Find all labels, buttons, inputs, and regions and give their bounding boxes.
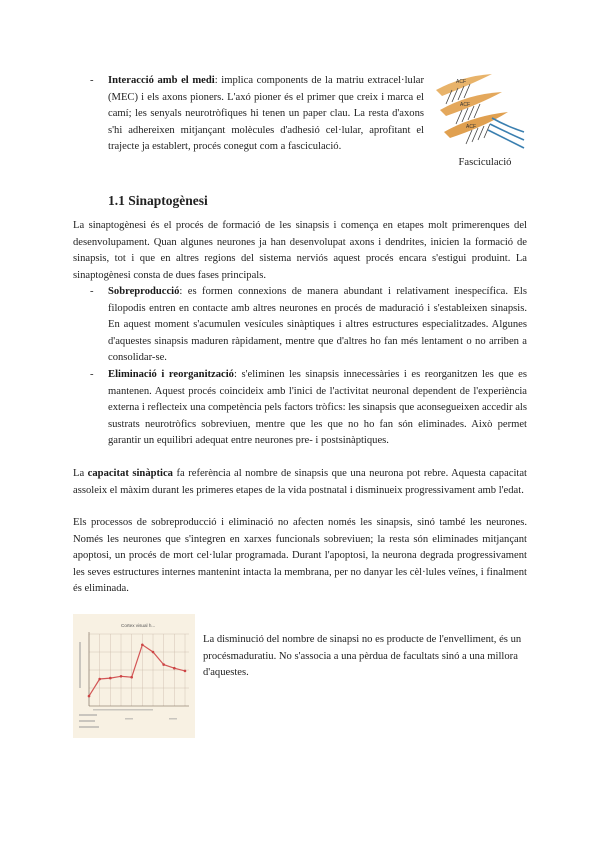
fig-label-acf-3: ACF bbox=[466, 124, 476, 130]
chart-point bbox=[162, 663, 165, 666]
chart-point bbox=[152, 651, 155, 654]
synapse-chart bbox=[73, 614, 195, 738]
fasciculation-figure bbox=[432, 70, 528, 154]
capacity-text: fa referència al nombre de sinapsis que una neurona pot rebre. Aquesta capacitat assoleix el màxim durant les primeres etapes de la vida postnatal i disminueix progressivament amb l'edat. bbox=[73, 468, 528, 496]
fasciculation-illustration bbox=[432, 70, 528, 154]
capacity-pre: La bbox=[73, 468, 88, 479]
section-title: 1.1 Sinaptogènesi bbox=[108, 193, 208, 208]
bullet-interaccio-medi bbox=[108, 73, 424, 156]
chart-title: Cortex visual h... bbox=[121, 623, 156, 628]
term-interaccio: Interacció amb el medi bbox=[108, 75, 215, 86]
capacity-paragraph bbox=[73, 466, 527, 499]
chart-axis-annotations bbox=[79, 642, 177, 728]
term-eliminacio: Eliminació i reorganització bbox=[108, 369, 234, 380]
chart-point bbox=[141, 644, 144, 647]
chart-point bbox=[98, 678, 101, 681]
chart-points bbox=[88, 644, 187, 698]
chart-series-line bbox=[89, 645, 185, 696]
bullet-dash: - bbox=[90, 75, 94, 86]
phase-sobreproduccio bbox=[108, 284, 527, 367]
chart-point bbox=[120, 675, 123, 678]
fasciculation-caption: Fasciculació bbox=[458, 157, 512, 168]
fig-label-acf-1: ACF bbox=[456, 79, 466, 85]
phase-eliminacio bbox=[108, 367, 527, 450]
chart-point bbox=[184, 670, 187, 673]
bullet-interaccio-text: : implica components de la matriu extracel·lular (MEC) i els axons pioners. L'axó pioner és el primer que creix i marca el camí; les senyals neurotròfiques hi tenen un paper clau. La resta d'axons s'hi adhereixen mitjançant molècules d'adhesió cel·lular, aprofitant el trajecte ja establert, procés conegut com a fasciculació. bbox=[108, 75, 424, 153]
bullet-dash: - bbox=[90, 369, 94, 380]
synapse-chart-figure bbox=[73, 614, 195, 738]
chart-point bbox=[130, 676, 133, 679]
chart-point bbox=[173, 667, 176, 670]
phase-sobreproduccio-text: : es formen connexions de manera abundant i relativament inespecífica. Els filopodis entren en contacte amb altres neurones en procés de maduració i s'estableixen sinapsis. En aquest moment s'acumulen vesícules sinàptiques i altres estructures especialitzades. Algunes d'aquestes sinapsis maduren ràpidament, mentre que d'altres ho fan més lentament o no arriben a consolidar-se. bbox=[108, 286, 527, 364]
chart-point bbox=[109, 677, 112, 680]
fig-label-acf-2: ACF bbox=[460, 102, 470, 108]
bullet-dash: - bbox=[90, 286, 94, 297]
apoptosis-paragraph: Els processos de sobreproducció i eliminació no afecten només les sinapsis, sinó també les neurones. Només les neurones que s'integren en xarxes funcionals sobreviuen; la resta són eliminades mitjançant apoptosi, un procés de mort cel·lular programada. Durant l'apoptosi, la neurona degrada progressivament les seves estructures internes mantenint intacta la membrana, per no danyar les cèl·lules veïnes, i finalment és eliminada. bbox=[73, 517, 527, 595]
section-intro: La sinaptogènesi és el procés de formació de les sinapsis i comença en etapes molt primerenques del desenvolupament. Quan algunes neurones ja han desenvolupat axons i dendrites, inicien la formació de sinapsis, tot i que en altres regions del sistema nerviós aquest procés encara s'estigui produint. La sinaptogènesi consta de dues fases principals. bbox=[73, 220, 527, 281]
term-sobreproduccio: Sobreproducció bbox=[108, 286, 180, 297]
aging-paragraph: La disminució del nombre de sinapsi no es producte de l'envelliment, és un procésmaduratiu. No s'associa a una pèrdua de facultats sinó a una millora d'aquestes. bbox=[203, 634, 522, 679]
chart-point bbox=[88, 695, 91, 698]
phase-eliminacio-text: : s'eliminen les sinapsis innecessàries i es reorganitzen les que es mantenen. Aquest procés coincideix amb l'inici de l'activitat neuronal dependent de l'experiència externa i reflecteix una competència pels factors tròfics: les sinapsis que aconsegueixen accedir als sustrats neurotròfics sobreviuen, mentre que les que no ho fan són eliminades. Això permet garantir un equilibri adequat entre neurones pre- i postsinàptiques. bbox=[108, 369, 527, 447]
chart-grid bbox=[89, 634, 189, 706]
term-capacitat: capacitat sinàptica bbox=[87, 468, 173, 479]
